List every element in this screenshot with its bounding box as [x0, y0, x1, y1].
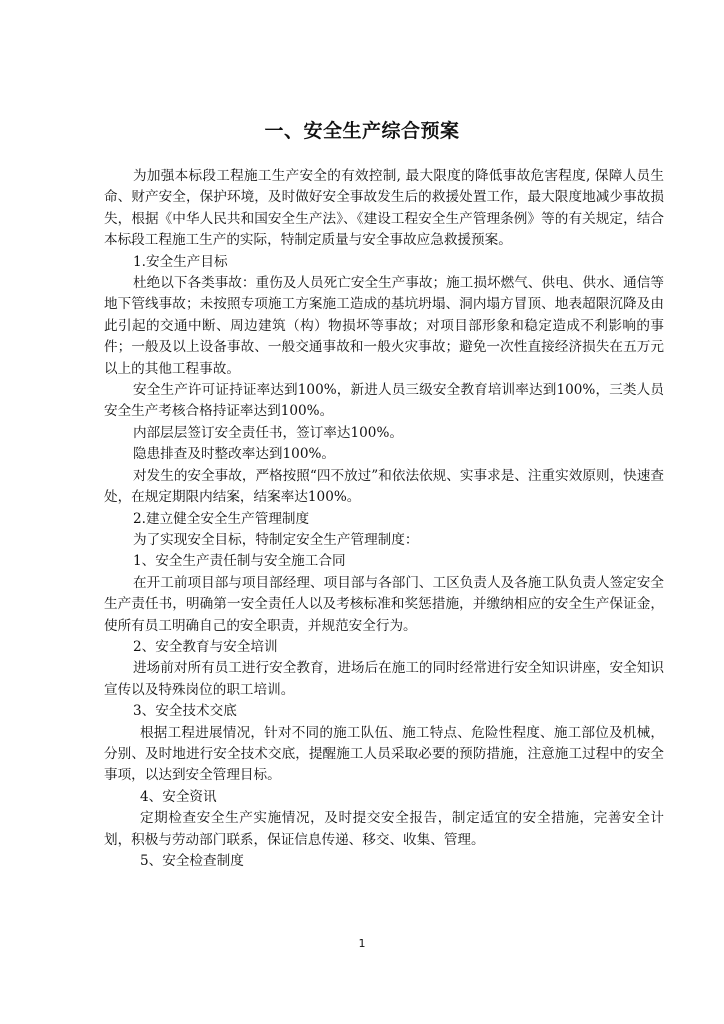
paragraph-safety-information: 定期检查安全生产实施情况，及时提交安全报告，制定适宜的安全措施，完善安全计划，积极与劳动部门联系，保证信息传递、移交、收集、管理。 [104, 810, 664, 848]
paragraph-responsibility-contract: 在开工前项目部与项目部经理、项目部与各部门、工区负责人及各施工队负责人签定安全生产责任书，明确第一安全责任人以及考核标准和奖惩措施，并缴纳相应的安全生产保证金，使所有员工明确自己的安全职责，并规范安全行为。 [104, 574, 664, 634]
paragraph-hazard-rectification: 隐患排查及时整改率达到100%。 [133, 446, 335, 463]
heading-safety-goals: 1.安全生产目标 [133, 253, 228, 270]
paragraph-safety-training: 进场前对所有员工进行安全教育，进场后在施工的同时经常进行安全知识讲座，安全知识宣传以及特殊岗位的职工培训。 [104, 660, 664, 698]
paragraph-technical-briefing: 根据工程进展情况，针对不同的施工队伍、施工特点、危险性程度、施工部位及机械，分别、及时地进行安全技术交底，提醒施工人员采取必要的预防措施，注意施工过程中的安全事项，以达到安全管理目标。 [104, 724, 664, 784]
page-number: 1 [358, 937, 366, 950]
heading-management-system: 2.建立健全安全生产管理制度 [133, 510, 310, 527]
paragraph-system-intro: 为了实现安全目标，特制定安全生产管理制度： [133, 531, 419, 548]
paragraph-eliminate-accidents: 杜绝以下各类事故：重伤及人员死亡安全生产事故；施工损坏燃气、供电、供水、通信等地下管线事故；未按照专项施工方案施工造成的基坑坍塌、洞内塌方冒顶、地表超限沉降及由此引起的交通中断、周边建筑（构）物损坏等事故；对项目部形象和稳定造成不利影响的事件；一般及以上设备事故、一般交通事故和一般火灾事故；避免一次性直接经济损失在五万元以上的其他工程事故。 [104, 275, 664, 377]
document-body [104, 166, 664, 872]
paragraph-license-rate: 安全生产许可证持证率达到100%，新进人员三级安全教育培训率达到100%，三类人员安全生产考核合格持证率达到100%。 [104, 382, 664, 420]
heading-safety-information: 4、安全资讯 [140, 788, 217, 805]
paragraph-accident-handling: 对发生的安全事故，严格按照“四不放过”和依法依规、实事求是、注重实效原则，快速查处，在规定期限内结案，结案率达100%。 [104, 467, 664, 506]
paragraph-responsibility-signing: 内部层层签订安全责任书，签订率达100%。 [133, 424, 403, 441]
heading-responsibility-contract: 1、安全生产责任制与安全施工合同 [133, 553, 346, 570]
heading-safety-inspection: 5、安全检查制度 [140, 853, 244, 869]
heading-safety-training: 2、安全教育与安全培训 [133, 638, 278, 655]
page-title: 一、安全生产综合预案 [264, 120, 460, 142]
heading-technical-briefing: 3、安全技术交底 [133, 703, 237, 720]
paragraph-intro: 为加强本标段工程施工生产安全的有效控制, 最大限度的降低事故危害程度, 保障人员生命、财产安全，保护环境，及时做好安全事故发生后的救援处置工作，最大限度地减少事故损失，根据《中华人民共和国安全生产法》、《建设工程安全生产管理条例》等的有关规定，结合本标段工程施工生产的实际，特制定质量与安全事故应急救援预案。 [104, 168, 664, 249]
